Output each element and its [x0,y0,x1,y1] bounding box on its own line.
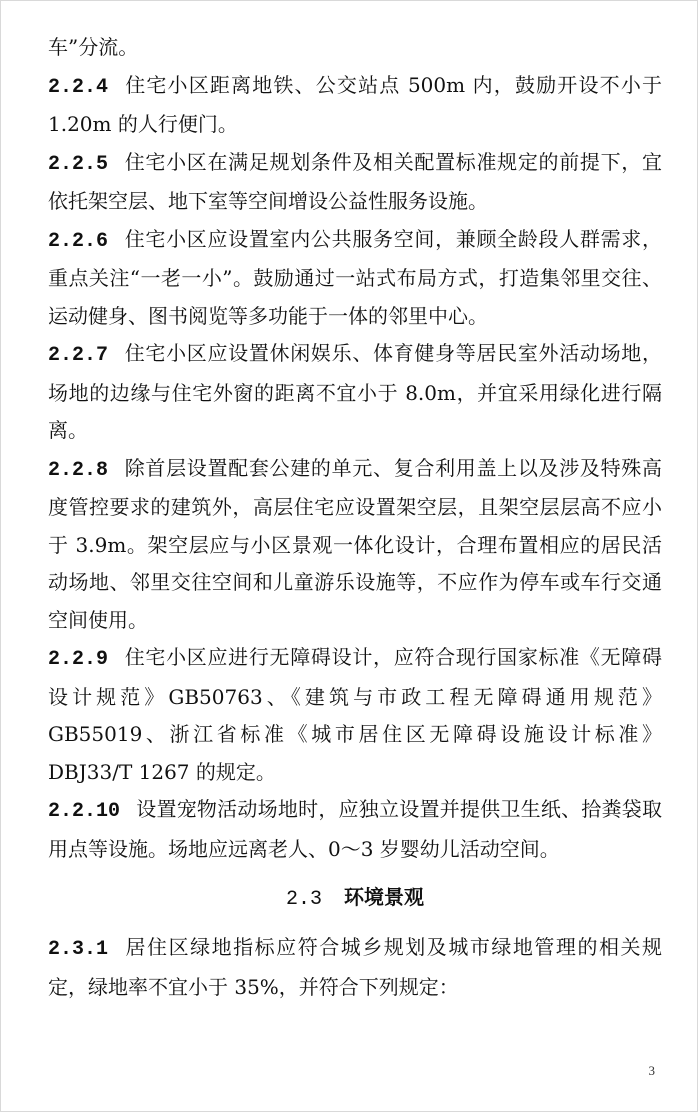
clause-text: 住宅小区在满足规划条件及相关配置标准规定的前提下，宜依托架空层、地下室等空间增设公益性服务设施。 [48,149,662,213]
page-number: 3 [648,1063,655,1078]
clause-2-3-1 [48,929,662,1006]
clause-text: 住宅小区应设置室内公共服务空间，兼顾全龄段人群需求，重点关注“一老一小”。鼓励通过一站式布局方式，打造集邻里交往、运动健身、图书阅览等多功能于一体的邻里中心。 [48,226,662,328]
clause-number: 2.2.8 [48,458,109,482]
clause-text: 住宅小区应设置休闲娱乐、体育健身等居民室外活动场地，场地的边缘与住宅外窗的距离不宜小于 8.0m，并宜采用绿化进行隔离。 [48,341,662,442]
clause-2-2-9 [48,639,662,791]
clause-2-2-6 [48,221,662,336]
section-title: 环境景观 [344,885,424,909]
clause-text: 设置宠物活动场地时，应独立设置并提供卫生纸、拾粪袋取用点等设施。场地应远离老人、0～3 岁婴幼儿活动空间。 [48,797,662,861]
paragraph-continuation [48,29,662,67]
clause-text: 居住区绿地指标应符合城乡规划及城市绿地管理的相关规定，绿地率不宜小于 35%，并符合下列规定： [48,935,662,999]
clause-number: 2.3.1 [48,938,109,961]
clause-number: 2.2.7 [48,344,109,367]
section-heading [48,872,662,925]
clause-2-2-5 [48,144,662,221]
clause-2-2-10 [48,791,662,868]
clause-number: 2.2.5 [48,152,109,176]
clause-number: 2.2.10 [48,800,121,823]
document-body [48,29,662,1006]
clause-number: 2.2.6 [48,229,109,253]
clause-text: 住宅小区应进行无障碍设计，应符合现行国家标准《无障碍设计规范》GB50763、《建筑与市政工程无障碍通用规范》GB55019、浙江省标准《城市居住区无障碍设施设计标准》DBJ33/T 1267 的规定。 [48,645,662,784]
clause-2-2-4 [48,67,662,144]
clause-number: 2.2.9 [48,648,109,671]
clause-2-2-8 [48,450,662,640]
paragraph-text: 车”分流。 [48,35,139,59]
section-number: 2.3 [285,888,322,911]
clause-text: 除首层设置配套公建的单元、复合利用盖上以及涉及特殊高度管控要求的建筑外，高层住宅应设置架空层，且架空层层高不应小于 3.9m。架空层应与小区景观一体化设计，合理布置相应的居民活动场地、邻里交往空间和儿童游乐设施等，不应作为停车或车行交通空间使用。 [48,455,662,632]
clause-text: 住宅小区距离地铁、公交站点 500m 内，鼓励开设不小于 1.20m 的人行便门。 [48,72,662,136]
clause-2-2-7 [48,335,662,450]
clause-number: 2.2.4 [48,75,109,99]
